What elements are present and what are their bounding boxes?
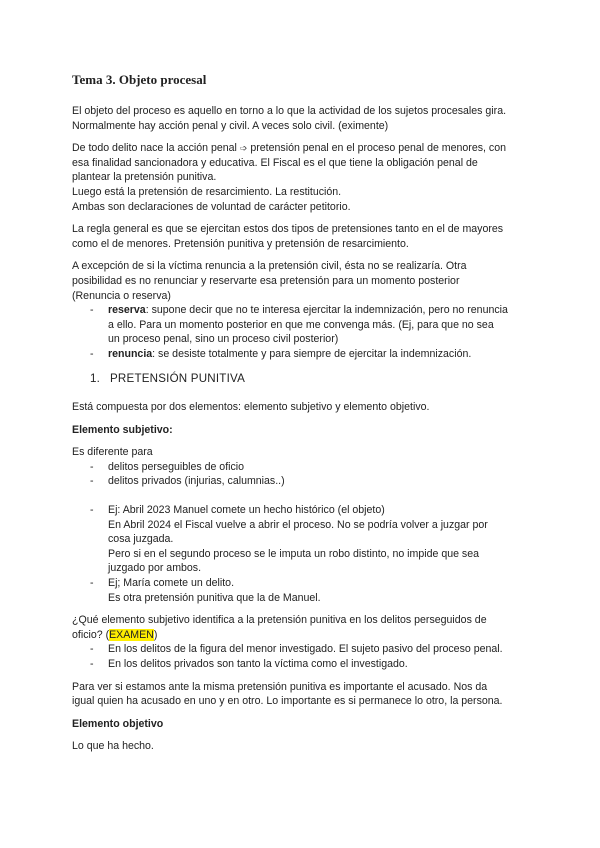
arrow-right-icon: ➩ [239, 143, 248, 154]
text-line: ¿Qué elemento subjetivo identifica a la pretensión punitiva en los delitos perseguidos de [72, 614, 487, 627]
text-line: plantear la pretensión punitiva. [72, 171, 217, 184]
list-item [72, 303, 528, 347]
heading-elemento-subjetivo: Elemento subjetivo: [72, 423, 173, 436]
dash-bullet: - [90, 658, 94, 670]
list-tipos-delitos [72, 460, 528, 489]
text-line: (Renuncia o reserva) [72, 289, 171, 302]
list-respuestas [72, 642, 528, 671]
text-segment: : supone decir que no te interesa ejercitar la indemnización, pero no renuncia [145, 304, 508, 317]
list-item [72, 642, 528, 657]
text-line: posibilidad es no renunciar y reservarte esa pretensión para un momento posterior [72, 274, 460, 287]
dash-bullet: - [90, 475, 94, 488]
text-line [108, 303, 528, 318]
text-line: esa finalidad sancionadora y educativa. El Fiscal es el que tiene la obligación penal de [72, 156, 478, 169]
text-line: Luego está la pretensión de resarcimiento. La restitución. [72, 185, 342, 198]
text-line: como el de menores. Pretensión punitiva y pretensión de resarcimiento. [72, 237, 409, 250]
text-line: En Abril 2024 el Fiscal vuelve a abrir el proceso. No se podría volver a juzgar por [108, 518, 488, 531]
text-line: En los delitos de la figura del menor investigado. El sujeto pasivo del proceso penal. [108, 643, 503, 656]
text-line: cosa juzgada. [108, 533, 174, 546]
dash-bullet: - [90, 504, 94, 517]
paragraph-regla-general [72, 222, 528, 251]
paragraph-accion-penal [72, 141, 528, 214]
text-segment: oficio? ( [72, 628, 110, 641]
paragraph-compuesta: Está compuesta por dos elementos: elemento subjetivo y elemento objetivo. [72, 401, 430, 414]
text-segment: pretensión penal en el proceso penal de menores, con [250, 142, 506, 155]
text-line: Normalmente hay acción penal y civil. A veces solo civil. (eximente) [72, 119, 389, 132]
dash-bullet: - [90, 460, 94, 473]
document-title: Tema 3. Objeto procesal [72, 72, 207, 87]
list-ejemplos [72, 503, 528, 605]
paragraph-objeto-proceso [72, 104, 528, 133]
text-segment: De todo delito nace la acción penal [72, 142, 237, 155]
term-bold: reserva [108, 304, 146, 317]
paragraph-lo-que-ha-hecho: Lo que ha hecho. [72, 740, 154, 753]
text-line: A excepción de si la víctima renuncia a la pretensión civil, ésta no se realizaría. Otra [72, 260, 467, 273]
text-line: un proceso penal, sino un proceso civil posterior) [108, 333, 339, 346]
text-line: Para ver si estamos ante la misma pretensión punitiva es importante el acusado. Nos da [72, 680, 488, 693]
text-segment: ) [153, 628, 158, 641]
text-line: juzgado por ambos. [108, 562, 202, 575]
text-segment: : se desiste totalmente y para siempre de ejercitar la indemnización. [152, 347, 472, 360]
section-label: PRETENSIÓN PUNITIVA [110, 371, 245, 385]
text-line: Ej: Abril 2023 Manuel comete un hecho histórico (el objeto) [108, 504, 385, 517]
paragraph-acusado [72, 680, 528, 709]
paragraph-excepcion [72, 259, 528, 303]
text-line: Ej; María comete un delito. [108, 577, 235, 590]
text-line [108, 347, 528, 362]
spacer [72, 489, 528, 503]
paragraph-es-diferente: Es diferente para [72, 446, 153, 459]
paragraph-pregunta-examen [72, 613, 528, 642]
list-item [72, 460, 528, 475]
list-item [72, 474, 528, 489]
text-line [72, 141, 528, 156]
dash-bullet: - [90, 347, 94, 360]
text-line: a ello. Para un momento posterior en que me convenga más. (Ej, para que no sea [108, 318, 494, 331]
text-line: En los delitos privados son tanto la víctima como el investigado. [108, 658, 408, 670]
list-item [72, 657, 528, 672]
text-line: Ambas son declaraciones de voluntad de carácter petitorio. [72, 200, 351, 213]
list-item [72, 347, 528, 362]
text-line: El objeto del proceso es aquello en torno a lo que la actividad de los sujetos procesales gira. [72, 105, 507, 117]
text-line: La regla general es que se ejercitan estos dos tipos de pretensiones tanto en el de mayores [72, 223, 504, 236]
text-line: igual quien ha acusado en uno y en otro. Lo importante es si permanece lo otro, la persona. [72, 695, 503, 708]
list-renuncia-reserva [72, 303, 528, 361]
text-line [72, 628, 528, 643]
dash-bullet: - [90, 577, 94, 590]
highlight-examen: EXAMEN [109, 628, 154, 641]
text-line: delitos privados (injurias, calumnias..) [108, 475, 285, 488]
text-line: delitos perseguibles de oficio [108, 460, 245, 473]
heading-elemento-objetivo: Elemento objetivo [72, 717, 164, 730]
text-line: Pero si en el segundo proceso se le imputa un robo distinto, no impide que sea [108, 547, 480, 560]
dash-bullet: - [90, 304, 94, 317]
section-heading-pretension-punitiva [72, 372, 528, 387]
dash-bullet: - [90, 643, 94, 656]
term-bold: renuncia [108, 347, 153, 360]
list-item [72, 576, 528, 605]
list-item [72, 503, 528, 576]
text-line: Es otra pretensión punitiva que la de Manuel. [108, 591, 321, 604]
section-number: 1. [90, 371, 101, 385]
